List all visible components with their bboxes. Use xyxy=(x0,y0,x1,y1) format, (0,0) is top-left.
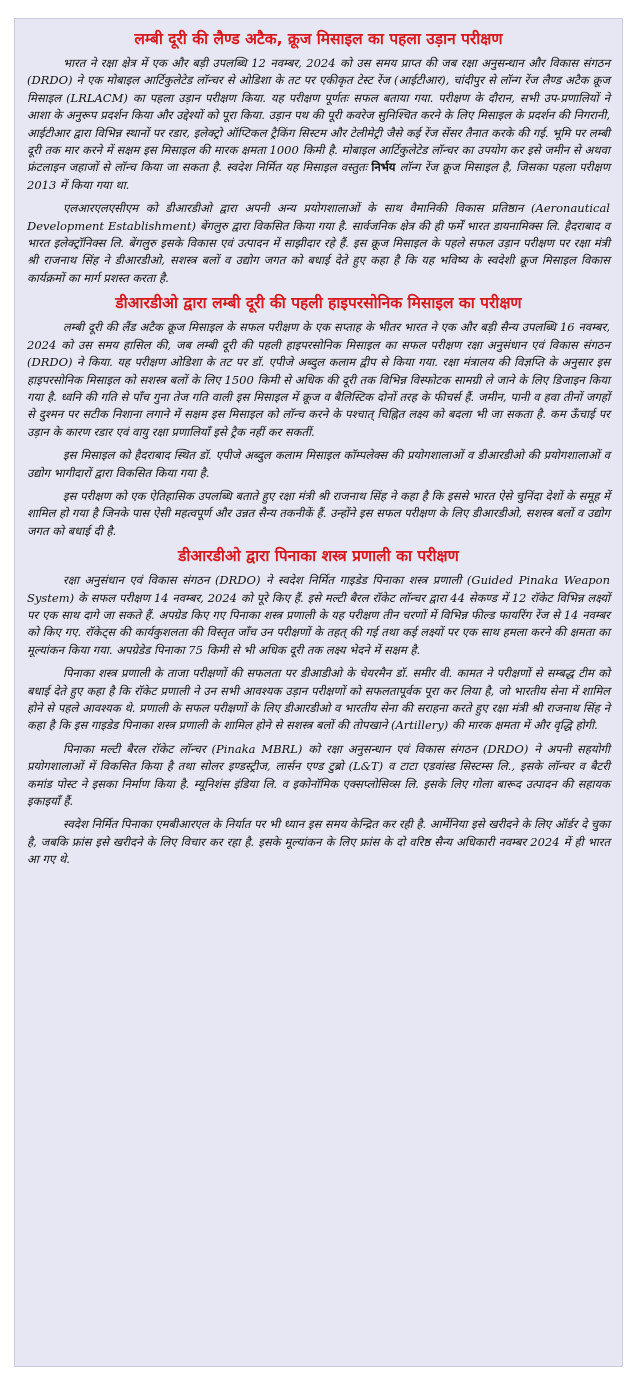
paragraph: लम्बी दूरी की लैंड अटैक क्रूज मिसाइल के सफल परीक्षण के एक सप्ताह के भीतर भारत ने एक और बड़ी सैन्य उपलब्धि 16 नवम्बर, 2024 को उस समय हासिल की, जब लम्बी दूरी की पहली हाइपरसोनिक मिसाइल का सफल परीक्षण रक्षा अनुसंधान एवं विकास संगठन (DRDO) ने किया. यह परीक्षण ओडिशा के तट पर डॉ. एपीजे अब्दुल कलाम द्वीप से किया गया. रक्षा मंत्रालय की विज्ञप्ति के अनुसार इस हाइपरसोनिक मिसाइल को सशस्त्र बलों के लिए 1500 किमी से अधिक की दूरी तक विभिन्न विस्फोटक सामग्री ले जाने के लिए डिजाइन किया गया है. ध्वनि की गति से पाँच गुना तेज गति वाली इस मिसाइल में क्रूज व बैलिस्टिक दोनों तरह के फीचर्स हैं. जमीन, पानी व हवा तीनों जगहों से दुश्मन पर सटीक निशाना लगाने में सक्षम इस मिसाइल को लॉन्च करने के पश्चात् चिह्नित लक्ष्य को बदला भी जा सकता है. कम ऊँचाई पर उड़ान के कारण रडार एवं वायु रक्षा प्रणालियाँ इसे ट्रैक नहीं कर सकतीं. xyxy=(27,320,610,439)
nirbhay-bold-text: निर्भय xyxy=(371,160,396,175)
paragraph: एलआरएलएसीएम को डीआरडीओ द्वारा अपनी अन्य प्रयोगशालाओं के साथ वैमानिकी विकास प्रतिष्ठान (Aeronautical Development Establishment) बेंगलुरु द्वारा विकसित किया गया है. सार्वजनिक क्षेत्र की ही फर्में भारत डायनामिक्स लि. हैदराबाद व भारत इलेक्ट्रॉनिक्स लि. बेंगलुरु इसके विकास एवं उत्पादन में साझीदार रहे हैं. इस क्रूज मिसाइल के पहले सफल उड़ान परीक्षण पर रक्षा मंत्री श्री राजनाथ सिंह ने डीआरडीओ, सशस्त्र बलों व उद्योग जगत को बधाई देते हुए कहा है कि यह भविष्य के स्वदेशी क्रूज मिसाइल विकास कार्यक्रमों का मार्ग प्रशस्त करता है. xyxy=(27,201,610,285)
paragraph: पिनाका शस्त्र प्रणाली के ताजा परीक्षणों की सफलता पर डीआडीओ के चेयरमैन डॉ. समीर वी. कामत ने परीक्षणों से सम्बद्ध टीम को बधाई देते हुए कहा है कि रॉकेट प्रणाली ने उन सभी आवश्यक उड़ान परीक्षणों को सफलतापूर्वक पूरा कर लिया है, जो भारतीय सेना में शामिल होने से पहले आवश्यक थे. प्रणाली के सफल परीक्षणों के लिए डीआरडीओ व भारतीय सेना की सराहना करते हुए रक्षा मंत्री श्री राजनाथ सिंह ने कहा है कि इस गाइडेड पिनाका शस्त्र प्रणाली के शामिल होने से सशस्त्र बलों की तोपखाने (Artillery) की मारक क्षमता में और वृद्धि होगी. xyxy=(27,666,610,733)
section-heading-pinaka: डीआरडीओ द्वारा पिनाका शस्त्र प्रणाली का परीक्षण xyxy=(178,547,459,566)
paragraph-text: लॉन्ग रेंज क्रूज मिसाइल है, जिसका पहला परीक्षण 2013 में किया गया था. xyxy=(27,160,611,192)
paragraph: स्वदेश निर्मित पिनाका एमबीआरएल के निर्यात पर भी ध्यान इस समय केन्द्रित कर रही है. आर्मेनिया इसे खरीदने के लिए ऑर्डर दे चुका है, जबकि फ्रांस इसे खरीदने के लिए विचार कर रहा है. इसके मूल्यांकन के लिए फ्रांस के दो वरिष्ठ सैन्य अधिकारी नवम्बर 2024 में ही भारत आ गए थे. xyxy=(27,817,610,867)
paragraph: इस मिसाइल को हैदराबाद स्थित डॉ. एपीजे अब्दुल कलाम मिसाइल कॉम्पलेक्स की प्रयोगशालाओं व डीआरडीओ की प्रयोगशालाओं व उद्योग भागीदारों द्वारा विकसित किया गया है. xyxy=(27,448,610,480)
paragraph-text: भारत ने रक्षा क्षेत्र में एक और बड़ी उपलब्धि 12 नवम्बर, 2024 को उस समय प्राप्त की जब रक्षा अनुसन्धान और विकास संगठन (DRDO) ने एक मोबाइल आर्टिकुलेटेड लॉन्चर से ओडिशा के तट पर एकीकृत टेस्ट रेंज (आईटीआर), चांदीपुर से लॉन्ग रेंज लैण्ड अटैक क्रूज मिसाइल (LRLACM) का पहला उड़ान परीक्षण किया. यह परीक्षण पूर्णतः सफल बताया गया. परीक्षण के दौरान, सभी उप-प्रणालियों ने आशा के अनुरूप प्रदर्शन किया और उद्देश्यों को पूरा किया. उड़ान पथ की पूरी कवरेज सुनिश्चित करने के लिए मिसाइल के प्रदर्शन की निगरानी, आईटीआर द्वारा विभिन्न स्थानों पर रडार, इलेक्ट्रो ऑप्टिकल ट्रैकिंग सिस्टम और टेलीमेट्री जैसे कई रेंज सेंसर तैनात करके की गई. भूमि पर लम्बी दूरी तक मार करने में सक्षम इस मिसाइल की मारक क्षमता 1000 किमी है. मोबाइल आर्टिकुलेटेड लॉन्चर का उपयोग कर इसे जमीन से अथवा फ्रंटलाइन जहाजों से लॉन्च किया जा सकता है. स्वदेश निर्मित यह मिसाइल वस्तुतः xyxy=(27,56,610,175)
article-box xyxy=(14,18,623,1367)
paragraph xyxy=(27,55,610,194)
section-heading-lrlacm: लम्बी दूरी की लैण्ड अटैक, क्रूज मिसाइल का पहला उड़ान परीक्षण xyxy=(134,30,503,48)
paragraph: पिनाका मल्टी बैरल रॉकेट लॉन्चर (Pinaka MBRL) को रक्षा अनुसन्धान एवं विकास संगठन (DRDO) ने अपनी सहयोगी प्रयोगशालाओं में विकसित किया है तथा सोलर इण्डस्ट्रीज, लार्सन एण्ड टुब्रो (L&T) व टाटा एडवांस्ड सिस्टम्स लि., इसके लॉन्चर व बैटरी कमांड पोस्ट ने इसका निर्माण किया है. म्यूनिशंस इंडिया लि. व इकोनॉमिक एक्सप्लोसिव्स लि. इसके लिए गोला बारूद उत्पादन की सहायक इकाइयाँ हैं. xyxy=(27,741,610,809)
paragraph: इस परीक्षण को एक ऐतिहासिक उपलब्धि बताते हुए रक्षा मंत्री श्री राजनाथ सिंह ने कहा है कि इससे भारत ऐसे चुनिंदा देशों के समूह में शामिल हो गया है जिनके पास ऐसी महत्वपूर्ण और उन्नत सैन्य तकनीकें हैं. उन्होंने इस सफल परीक्षण के लिए डीआरडीओ, सशस्त्र बलों व उद्योग जगत को बधाई दी है. xyxy=(27,488,610,538)
paragraph: रक्षा अनुसंधान एवं विकास संगठन (DRDO) ने स्वदेश निर्मित गाइडेड पिनाका शस्त्र प्रणाली (Guided Pinaka Weapon System) के सफल परीक्षण 14 नवम्बर, 2024 को पूरे किए हैं. इसे मल्टी बैरल रॉकेट लॉन्चर द्वारा 44 सेकण्ड में 12 रॉकेट विभिन्न लक्ष्यों पर एक साथ दागे जा सकते हैं. अपग्रेड किए गए पिनाका शस्त्र प्रणाली के यह परीक्षण तीन चरणों में विभिन्न फील्ड फायरिंग रेंज से 14 नवम्बर को किए गए. रॉकेट्स की कार्यकुशलता की विस्तृत जाँच उन परीक्षणों के तहत् की गई तथा कई लक्ष्यों पर एक साथ हमला करने की क्षमता का मूल्यांकन किया गया. अपग्रेडेड पिनाका 75 किमी से भी अधिक दूरी तक लक्ष्य भेदने में सक्षम है. xyxy=(27,573,610,657)
section-heading-hypersonic: डीआरडीओ द्वारा लम्बी दूरी की पहली हाइपरसोनिक मिसाइल का परीक्षण xyxy=(115,294,522,313)
